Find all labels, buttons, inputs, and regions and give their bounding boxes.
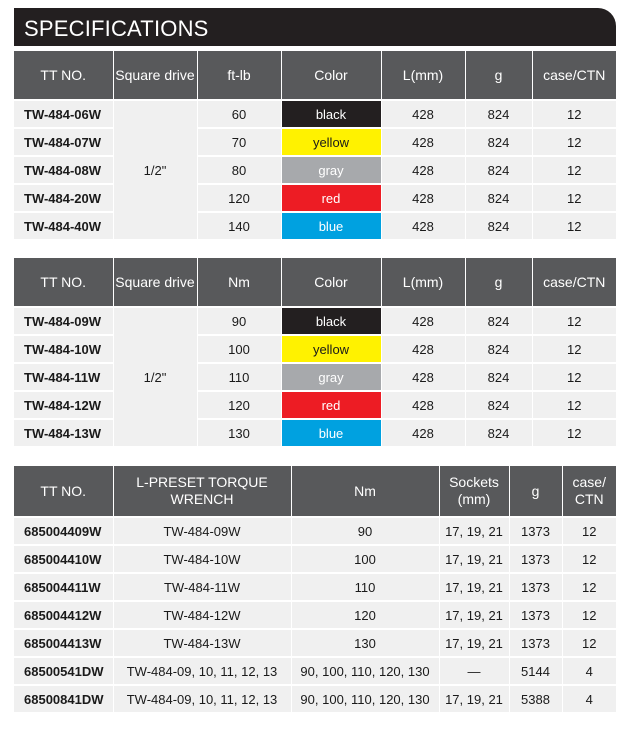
nm-cell: 90, 100, 110, 120, 130 bbox=[291, 685, 439, 712]
torque-value-cell: 110 bbox=[197, 363, 281, 391]
torque-value-cell: 140 bbox=[197, 212, 281, 239]
sockets-cell: — bbox=[439, 657, 509, 685]
table-row bbox=[14, 629, 616, 657]
wrench-cell: TW-484-09, 10, 11, 12, 13 bbox=[113, 685, 291, 712]
tt-number-cell: TW-484-13W bbox=[14, 419, 113, 446]
weight-cell: 5144 bbox=[509, 657, 562, 685]
tt-number-cell: 68500541DW bbox=[14, 657, 113, 685]
nm-cell: 90 bbox=[291, 517, 439, 545]
case-ctn-cell: 12 bbox=[532, 363, 616, 391]
header-length: L(mm) bbox=[381, 258, 465, 307]
color-swatch-cell: gray bbox=[281, 363, 381, 391]
torque-value-cell: 70 bbox=[197, 128, 281, 156]
wrench-cell: TW-484-13W bbox=[113, 629, 291, 657]
case-ctn-cell: 12 bbox=[562, 573, 616, 601]
wrench-cell: TW-484-10W bbox=[113, 545, 291, 573]
sockets-cell: 17, 19, 21 bbox=[439, 545, 509, 573]
tt-number-cell: TW-484-11W bbox=[14, 363, 113, 391]
color-swatch-cell: red bbox=[281, 391, 381, 419]
header-sockets: Sockets (mm) bbox=[439, 466, 509, 517]
weight-cell: 1373 bbox=[509, 601, 562, 629]
case-ctn-cell: 12 bbox=[562, 545, 616, 573]
weight-cell: 1373 bbox=[509, 573, 562, 601]
color-swatch-cell: blue bbox=[281, 212, 381, 239]
color-swatch-cell: yellow bbox=[281, 128, 381, 156]
spec-table-nm bbox=[14, 258, 616, 446]
header-weight: g bbox=[509, 466, 562, 517]
case-ctn-cell: 4 bbox=[562, 657, 616, 685]
case-ctn-cell: 12 bbox=[562, 601, 616, 629]
square-drive-cell: 1/2" bbox=[113, 100, 197, 239]
color-swatch-cell: gray bbox=[281, 156, 381, 184]
color-swatch-cell: black bbox=[281, 100, 381, 128]
sockets-cell: 17, 19, 21 bbox=[439, 517, 509, 545]
length-cell: 428 bbox=[381, 335, 465, 363]
header-square-drive: Square drive bbox=[113, 258, 197, 307]
weight-cell: 824 bbox=[465, 363, 532, 391]
case-ctn-cell: 12 bbox=[532, 307, 616, 335]
tt-number-cell: TW-484-12W bbox=[14, 391, 113, 419]
table-row bbox=[14, 100, 616, 128]
case-ctn-cell: 12 bbox=[562, 629, 616, 657]
header-case-ctn: case/ CTN bbox=[562, 466, 616, 517]
table-row bbox=[14, 184, 616, 212]
torque-value-cell: 120 bbox=[197, 391, 281, 419]
weight-cell: 824 bbox=[465, 128, 532, 156]
length-cell: 428 bbox=[381, 363, 465, 391]
weight-cell: 824 bbox=[465, 307, 532, 335]
case-ctn-cell: 12 bbox=[532, 419, 616, 446]
nm-cell: 110 bbox=[291, 573, 439, 601]
color-swatch-cell: yellow bbox=[281, 335, 381, 363]
length-cell: 428 bbox=[381, 391, 465, 419]
sockets-cell: 17, 19, 21 bbox=[439, 685, 509, 712]
weight-cell: 824 bbox=[465, 212, 532, 239]
nm-cell: 130 bbox=[291, 629, 439, 657]
table-row bbox=[14, 391, 616, 419]
tt-number-cell: TW-484-40W bbox=[14, 212, 113, 239]
tt-number-cell: TW-484-09W bbox=[14, 307, 113, 335]
length-cell: 428 bbox=[381, 184, 465, 212]
wrench-cell: TW-484-09, 10, 11, 12, 13 bbox=[113, 657, 291, 685]
tt-number-cell: TW-484-06W bbox=[14, 100, 113, 128]
case-ctn-cell: 12 bbox=[532, 156, 616, 184]
color-swatch-cell: black bbox=[281, 307, 381, 335]
weight-cell: 824 bbox=[465, 391, 532, 419]
torque-value-cell: 120 bbox=[197, 184, 281, 212]
length-cell: 428 bbox=[381, 156, 465, 184]
wrench-cell: TW-484-09W bbox=[113, 517, 291, 545]
set-table bbox=[14, 466, 616, 712]
color-swatch-cell: red bbox=[281, 184, 381, 212]
case-ctn-cell: 12 bbox=[532, 184, 616, 212]
table-row bbox=[14, 657, 616, 685]
weight-cell: 824 bbox=[465, 419, 532, 446]
table-row bbox=[14, 307, 616, 335]
case-ctn-cell: 12 bbox=[532, 100, 616, 128]
length-cell: 428 bbox=[381, 212, 465, 239]
case-ctn-cell: 12 bbox=[562, 517, 616, 545]
tt-number-cell: 68500841DW bbox=[14, 685, 113, 712]
sockets-cell: 17, 19, 21 bbox=[439, 601, 509, 629]
table-row bbox=[14, 685, 616, 712]
spec-table-ftlb bbox=[14, 51, 616, 239]
square-drive-cell: 1/2" bbox=[113, 307, 197, 446]
length-cell: 428 bbox=[381, 307, 465, 335]
table-row bbox=[14, 212, 616, 239]
case-ctn-cell: 12 bbox=[532, 391, 616, 419]
header-weight: g bbox=[465, 258, 532, 307]
table-row bbox=[14, 573, 616, 601]
header-length: L(mm) bbox=[381, 51, 465, 100]
header-color: Color bbox=[281, 258, 381, 307]
table-row bbox=[14, 419, 616, 446]
header-tt-no: TT NO. bbox=[14, 258, 113, 307]
weight-cell: 824 bbox=[465, 156, 532, 184]
tt-number-cell: TW-484-07W bbox=[14, 128, 113, 156]
torque-value-cell: 80 bbox=[197, 156, 281, 184]
tt-number-cell: 685004413W bbox=[14, 629, 113, 657]
table-row bbox=[14, 363, 616, 391]
torque-value-cell: 60 bbox=[197, 100, 281, 128]
table-row bbox=[14, 156, 616, 184]
sockets-cell: 17, 19, 21 bbox=[439, 629, 509, 657]
tt-number-cell: TW-484-08W bbox=[14, 156, 113, 184]
nm-cell: 90, 100, 110, 120, 130 bbox=[291, 657, 439, 685]
wrench-cell: TW-484-12W bbox=[113, 601, 291, 629]
header-ftlb: ft-lb bbox=[197, 51, 281, 100]
weight-cell: 824 bbox=[465, 100, 532, 128]
page-title: SPECIFICATIONS bbox=[24, 16, 209, 41]
nm-cell: 100 bbox=[291, 545, 439, 573]
table-row bbox=[14, 517, 616, 545]
length-cell: 428 bbox=[381, 128, 465, 156]
weight-cell: 5388 bbox=[509, 685, 562, 712]
tt-number-cell: TW-484-20W bbox=[14, 184, 113, 212]
table-row bbox=[14, 335, 616, 363]
tt-number-cell: 685004409W bbox=[14, 517, 113, 545]
table-header-row bbox=[14, 51, 616, 100]
header-nm: Nm bbox=[291, 466, 439, 517]
nm-cell: 120 bbox=[291, 601, 439, 629]
header-nm: Nm bbox=[197, 258, 281, 307]
table-header-row bbox=[14, 258, 616, 307]
header-square-drive: Square drive bbox=[113, 51, 197, 100]
case-ctn-cell: 12 bbox=[532, 212, 616, 239]
color-swatch-cell: blue bbox=[281, 419, 381, 446]
table-row bbox=[14, 128, 616, 156]
length-cell: 428 bbox=[381, 100, 465, 128]
case-ctn-cell: 12 bbox=[532, 128, 616, 156]
weight-cell: 1373 bbox=[509, 517, 562, 545]
weight-cell: 1373 bbox=[509, 545, 562, 573]
torque-value-cell: 90 bbox=[197, 307, 281, 335]
weight-cell: 824 bbox=[465, 184, 532, 212]
header-color: Color bbox=[281, 51, 381, 100]
tt-number-cell: 685004411W bbox=[14, 573, 113, 601]
header-case-ctn: case/CTN bbox=[532, 258, 616, 307]
header-tt-no: TT NO. bbox=[14, 51, 113, 100]
torque-value-cell: 100 bbox=[197, 335, 281, 363]
torque-value-cell: 130 bbox=[197, 419, 281, 446]
table-row bbox=[14, 545, 616, 573]
title-bar bbox=[14, 8, 616, 46]
weight-cell: 824 bbox=[465, 335, 532, 363]
case-ctn-cell: 4 bbox=[562, 685, 616, 712]
length-cell: 428 bbox=[381, 419, 465, 446]
weight-cell: 1373 bbox=[509, 629, 562, 657]
header-weight: g bbox=[465, 51, 532, 100]
header-tt-no: TT NO. bbox=[14, 466, 113, 517]
case-ctn-cell: 12 bbox=[532, 335, 616, 363]
tt-number-cell: TW-484-10W bbox=[14, 335, 113, 363]
table-header-row bbox=[14, 466, 616, 517]
wrench-cell: TW-484-11W bbox=[113, 573, 291, 601]
tt-number-cell: 685004412W bbox=[14, 601, 113, 629]
table-row bbox=[14, 601, 616, 629]
sockets-cell: 17, 19, 21 bbox=[439, 573, 509, 601]
header-case-ctn: case/CTN bbox=[532, 51, 616, 100]
tt-number-cell: 685004410W bbox=[14, 545, 113, 573]
header-wrench: L-PRESET TORQUE WRENCH bbox=[113, 466, 291, 517]
